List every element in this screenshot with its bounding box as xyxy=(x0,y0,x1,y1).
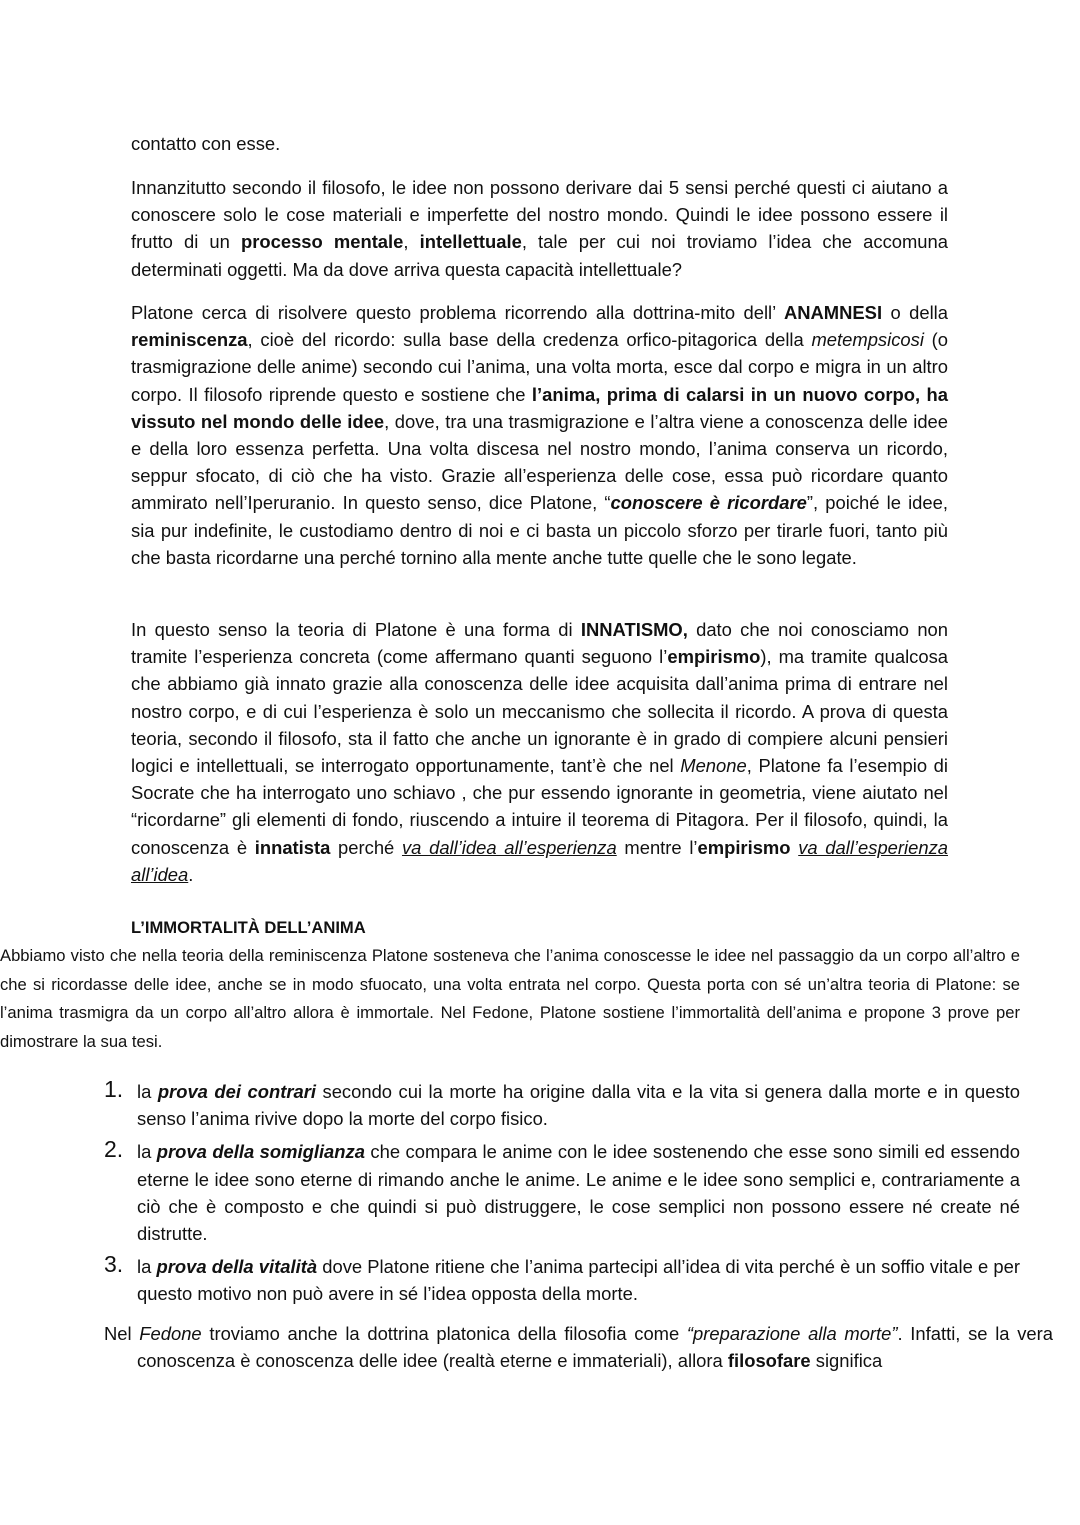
paragraph-senses xyxy=(131,174,948,283)
section-heading: L’IMMORTALITÀ DELL’ANIMA xyxy=(131,918,366,937)
text: dato che noi conosciamo non tramite l’esperienza concreta (come affermano quanti seguono l’ xyxy=(131,619,948,668)
text: , tale per cui noi troviamo l’idea che accomuna determinati oggetti. Ma da dove arriva questa capacità intellettuale? xyxy=(131,231,948,280)
text: mentre l’ xyxy=(616,836,698,858)
italic-term: metempsicosi xyxy=(811,329,924,351)
text: , Platone fa l’esempio di Socrate che ha interrogato uno schiavo , che pur essendo ignorante in geometria, viene aiutato nel “ricordarne” gli elementi di fondo, riuscendo a intuire il teorema di Pitagora. Per il filosofo, quindi, la conoscenza è xyxy=(131,755,948,858)
bold-term: l’anima, prima di calarsi in un nuovo corpo, ha vissuto nel mondo delle idee xyxy=(131,383,948,432)
text: , cioè del ricordo: sulla base della credenza orfico-pitagorica della xyxy=(247,329,812,351)
paragraph-innatismo xyxy=(131,616,948,888)
text: troviamo anche la dottrina platonica della filosofia come xyxy=(201,1323,687,1344)
underlined-phrase: va dall’idea all’esperienza xyxy=(401,836,617,858)
text: la xyxy=(137,1081,158,1102)
text: Platone cerca di risolvere questo problema ricorrendo alla dottrina-mito dell’ xyxy=(131,302,784,323)
italic-term: Menone xyxy=(680,755,747,777)
paragraph-continuation xyxy=(131,130,948,157)
text: . xyxy=(188,863,194,885)
bold-italic-term: prova della vitalità xyxy=(156,1256,318,1278)
text: significa xyxy=(810,1350,883,1372)
bold-term: ANAMNESI xyxy=(783,302,883,323)
text: (o trasmigrazione delle anime) secondo cui l’anima, una volta morta, esce dal corpo e migra in un altro corpo. Il filosofo riprende questo e sostiene che xyxy=(131,329,948,405)
underlined-phrase: va dall’esperienza all’idea xyxy=(131,836,948,885)
text: la xyxy=(137,1256,157,1278)
bold-term: intellettuale xyxy=(419,231,522,253)
text: , xyxy=(403,231,420,253)
bold-italic-term: conoscere è ricordare xyxy=(610,492,807,514)
bold-italic-term: prova della somiglianza xyxy=(156,1141,365,1163)
bold-term: processo mentale xyxy=(241,231,404,253)
text: ), ma tramite qualcosa che abbiamo già innato grazie alla conoscenza delle idee acquisita dall’anima prima di entrare nel nostro corpo, e di cui l’esperienza è solo un meccanismo che sollecita il ricordo. A prova di questa teoria, secondo il filosofo, sta il fatto che anche un ignorante è in grado di compiere alcuni pensieri logici e intellettuali, se interrogato opportunamente, tant’è che nel xyxy=(131,646,949,777)
text: perché xyxy=(330,836,402,858)
italic-term: “preparazione alla morte” xyxy=(686,1323,898,1344)
list-number: 1. xyxy=(104,1076,124,1102)
paragraph-fedone xyxy=(104,1320,1053,1374)
list-item xyxy=(104,1253,1020,1307)
list-item xyxy=(104,1138,1020,1247)
text: secondo cui la morte ha origine dalla vita e la vita si genera dalla morte e in questo senso l’anima rivive dopo la morte del corpo fisico. xyxy=(137,1081,1020,1130)
text: . Infatti, se la vera conoscenza è conoscenza delle idee (realtà eterne e immateriali), allora xyxy=(137,1323,1053,1372)
text: che compara le anime con le idee sostenendo che esse sono simili ed essendo eterne le idee sono eterne di rimando anche le anime. Le anime e le idee sono semplici e, contrariamente a ciò che è composto e che quindi si può distruggere, le cose semplici non possono essere né create né distrutte. xyxy=(137,1141,1020,1245)
paragraph-immortality: Abbiamo visto che nella teoria della reminiscenza Platone sosteneva che l’anima conoscesse le idee nel passaggio da un corpo all’altro e che si ricordasse delle idee, anche se in modo sfuocato, una volta entrata nel corpo. Questa porta con sé un’altra teoria di Platone: se l’anima trasmigra da un corpo all’altro allora è immortale. Nel Fedone, Platone sostiene l’immortalità dell’anima e propone 3 prove per dimostrare la sua tesi. xyxy=(0,946,1020,1051)
list-item xyxy=(104,1078,1020,1132)
bold-term: empirismo xyxy=(667,646,761,668)
text: , dove, tra una trasmigrazione e l’altra viene a conoscenza delle idee e della loro essenza perfetta. Una volta discesa nel nostro mondo, l’anima conserva un ricordo, seppur sfocato, di ciò che ha visto. Grazie all’esperienza delle cose, essa può ricordare quanto ammirato nell’Iperuranio. In questo senso, dice Platone, “ xyxy=(131,410,949,514)
bold-term: INNATISMO, xyxy=(580,619,688,640)
proofs-list xyxy=(104,1078,1020,1308)
text: la xyxy=(137,1141,157,1163)
text: dove Platone ritiene che l’anima partecipi all’idea di vita perché è un soffio vitale e per questo motivo non può avere in sé l’idea opposta della morte. xyxy=(137,1256,1020,1305)
paragraph-anamnesi xyxy=(131,299,948,571)
text: o della xyxy=(882,302,948,323)
bold-term: innatista xyxy=(254,836,331,858)
bold-italic-term: prova dei contrari xyxy=(157,1081,316,1102)
text: In questo senso la teoria di Platone è una forma di xyxy=(131,619,581,640)
italic-term: Fedone xyxy=(139,1323,202,1344)
text: Innanzitutto secondo il filosofo, le idee non possono derivare dai 5 sensi perché questi ci aiutano a conoscere solo le cose materiali e imperfette del nostro mondo. Quindi le idee possono essere il frutto di un xyxy=(131,177,948,253)
list-number: 2. xyxy=(104,1136,124,1163)
bold-term: reminiscenza xyxy=(131,329,248,351)
text: ”, poiché le idee, sia pur indefinite, le custodiamo dentro di noi e ci basta un piccolo sforzo per tirarle fuori, tanto più che basta ricordarne una perché tornino alla mente anche tutte quelle che le sono legate. xyxy=(131,492,948,568)
text: contatto con esse. xyxy=(131,133,281,154)
bold-term: empirismo xyxy=(697,836,791,858)
list-number: 3. xyxy=(104,1251,124,1278)
bold-term: filosofare xyxy=(727,1350,811,1372)
text: Nel xyxy=(104,1323,140,1344)
